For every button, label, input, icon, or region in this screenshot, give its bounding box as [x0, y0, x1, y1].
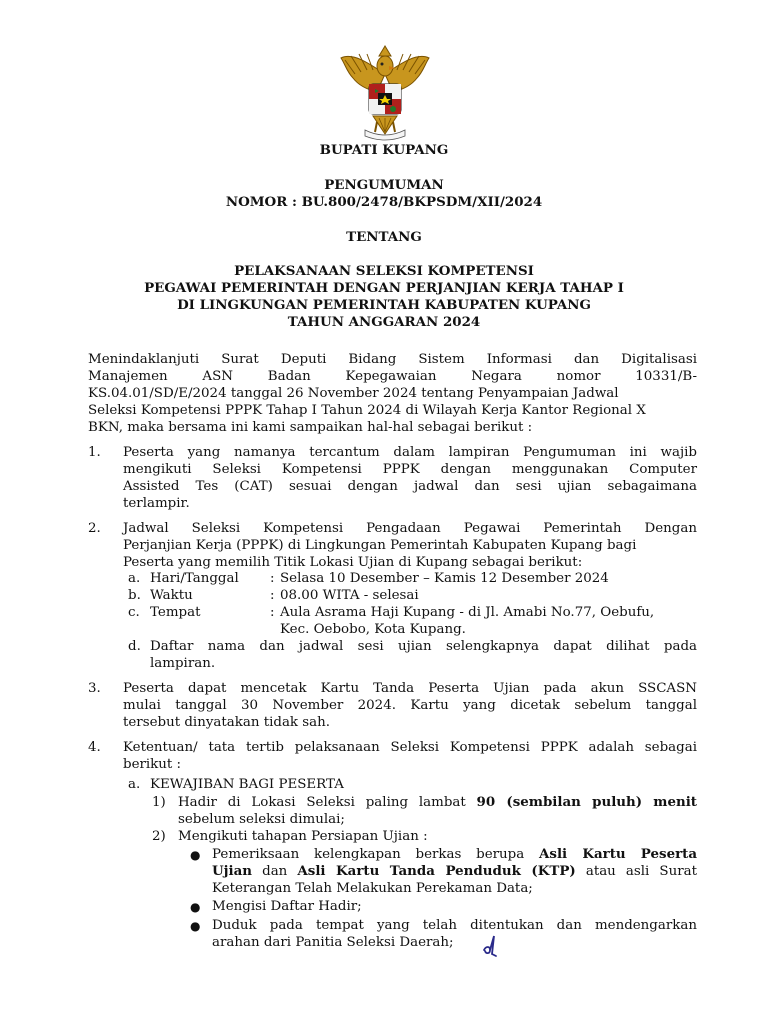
item-3-line: tersebut dinyatakan tidak sah. [123, 715, 331, 730]
bullet-1-text: Pemeriksaan kelengkapan berkas berupa [212, 847, 540, 862]
bullet-icon: ● [190, 900, 201, 914]
item-2-line: Peserta yang memilih Titik Lokasi Ujian di Kupang sebagai berikut: [123, 555, 583, 570]
item-1-line: Peserta yang namanya tercantum dalam lampiran Pengumuman ini wajib [123, 445, 697, 460]
sub-letter: a. [128, 571, 141, 586]
point-1-line [178, 794, 697, 811]
subject-line-1: PELAKSANAAN SELEKSI KOMPETENSI [234, 263, 534, 279]
bullet-3-line1: Duduk pada tempat yang telah ditentukan dan mendengarkan [212, 918, 697, 933]
bullet-1-bold: Ujian [212, 863, 253, 879]
subject-line-2: PEGAWAI PEMERINTAH DENGAN PERJANJIAN KERJA TAHAP I [144, 280, 624, 296]
item-3-line: Peserta dapat mencetak Kartu Tanda Peserta Ujian pada akun SSCASN [123, 681, 697, 696]
bullet-1-text: atau asli Surat [575, 864, 697, 879]
point-2-line: Mengikuti tahapan Persiapan Ujian : [178, 829, 428, 844]
bullet-icon: ● [190, 919, 201, 933]
item-1-line: terlampir. [123, 496, 190, 511]
sub-value-date: Selasa 10 Desember – Kamis 12 Desember 2024 [280, 571, 609, 586]
intro-line: Seleksi Kompetensi PPPK Tahap I Tahun 2024 di Wilayah Kerja Kantor Regional X [88, 403, 646, 418]
bullet-1-bold: Asli Kartu Tanda Penduduk (KTP) [297, 863, 576, 879]
item-3-line: mulai tanggal 30 November 2024. Kartu yang dicetak sebelum tanggal [123, 698, 697, 713]
sub-colon: : [270, 605, 275, 620]
item-number: 3. [88, 681, 101, 696]
obligations-title: KEWAJIBAN BAGI PESERTA [150, 777, 344, 792]
sub-value-place-2: Kec. Oebobo, Kota Kupang. [280, 622, 466, 637]
document-type: PENGUMUMAN [324, 177, 444, 193]
sub-value-place: Aula Asrama Haji Kupang - di Jl. Amabi No.77, Oebufu, [280, 605, 655, 620]
item-2-line: Perjanjian Kerja (PPPK) di Lingkungan Pemerintah Kabupaten Kupang bagi [123, 538, 637, 553]
item-1-line: mengikuti Seleksi Kompetensi PPPK dengan menggunakan Computer [123, 462, 697, 477]
intro-line: Menindaklanjuti Surat Deputi Bidang Sistem Informasi dan Digitalisasi [88, 352, 697, 367]
bullet-1-text: dan [252, 864, 298, 879]
point-1-text: Hadir di Lokasi Seleksi paling lambat [178, 795, 477, 810]
item-2-line: Jadwal Seleksi Kompetensi Pengadaan Pegawai Pemerintah Dengan [123, 521, 697, 536]
bullet-3-line2: arahan dari Panitia Seleksi Daerah; [212, 935, 454, 950]
sub-colon: : [270, 588, 275, 603]
intro-line: Manajemen ASN Badan Kepegawaian Negara nomor 10331/B- [88, 369, 697, 384]
item-4-line: Ketentuan/ tata tertib pelaksanaan Seleksi Kompetensi PPPK adalah sebagai [123, 740, 697, 755]
point-number: 1) [152, 795, 166, 810]
point-1-bold: 90 (sembilan puluh) menit [476, 794, 697, 810]
sub-letter: c. [128, 605, 140, 620]
office-title: BUPATI KUPANG [319, 142, 449, 158]
bullet-2-line: Mengisi Daftar Hadir; [212, 899, 362, 914]
item-1-line: Assisted Tes (CAT) sesuai dengan jadwal dan sesi ujian sebagaimana [123, 479, 697, 494]
sub-label-time: Waktu [150, 588, 193, 603]
garuda-emblem [335, 44, 435, 142]
about-label: TENTANG [346, 229, 422, 245]
bullet-1-line3: Keterangan Telah Melakukan Perekaman Data; [212, 881, 533, 896]
sub-d-line: Daftar nama dan jadwal sesi ujian selengkapnya dapat dilihat pada [150, 639, 697, 654]
sub-letter: b. [128, 588, 141, 603]
point-number: 2) [152, 829, 166, 844]
point-1-line2: sebelum seleksi dimulai; [178, 812, 345, 827]
intro-line: BKN, maka bersama ini kami sampaikan hal-hal sebagai berikut : [88, 420, 533, 435]
sub-colon: : [270, 571, 275, 586]
bullet-1-line2 [212, 863, 697, 880]
sub-label-date: Hari/Tanggal [150, 571, 239, 586]
item-number: 2. [88, 521, 101, 536]
initial-mark [480, 932, 500, 958]
bullet-icon: ● [190, 848, 201, 862]
subject-line-4: TAHUN ANGGARAN 2024 [287, 314, 481, 330]
bullet-1-bold: Asli Kartu Peserta [539, 846, 698, 862]
item-number: 1. [88, 445, 101, 460]
sub-d-line: lampiran. [150, 656, 216, 671]
sub-letter: a. [128, 777, 141, 792]
item-4-line: berikut : [123, 757, 182, 772]
intro-line: KS.04.01/SD/E/2024 tanggal 26 November 2024 tentang Penyampaian Jadwal [88, 386, 619, 401]
bullet-1-line1 [212, 846, 697, 863]
document-number: NOMOR : BU.800/2478/BKPSDM/XII/2024 [225, 194, 543, 210]
sub-label-place: Tempat [150, 605, 201, 620]
item-number: 4. [88, 740, 101, 755]
sub-value-time: 08.00 WITA - selesai [280, 588, 419, 603]
subject-line-3: DI LINGKUNGAN PEMERINTAH KABUPATEN KUPANG [177, 297, 591, 313]
sub-letter: d. [128, 639, 141, 654]
